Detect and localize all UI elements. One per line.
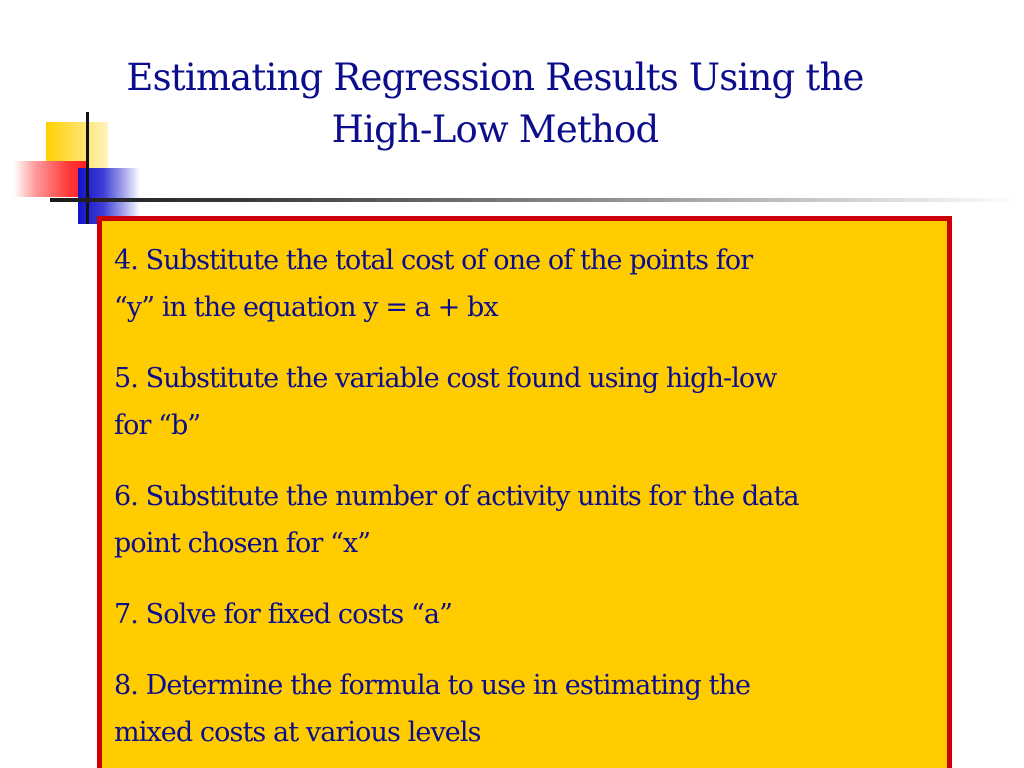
step-6-line-2: point chosen for “x” — [114, 528, 371, 559]
steps-box — [97, 216, 952, 768]
step-4-line-1: 4. Substitute the total cost of one of the points for — [114, 245, 753, 276]
step-5-line-1: 5. Substitute the variable cost found using high-low — [114, 363, 777, 394]
title-line-2: High-Low Method — [331, 108, 659, 151]
slide-title — [60, 52, 930, 156]
step-6 — [114, 473, 935, 567]
step-7-line-1: 7. Solve for fixed costs “a” — [114, 599, 453, 630]
step-8-line-1: 8. Determine the formula to use in estimating the — [114, 670, 751, 701]
step-4-line-2: “y” in the equation y = a + bx — [114, 292, 498, 323]
step-5 — [114, 355, 935, 449]
step-4 — [114, 237, 935, 331]
decor-horizontal-rule — [50, 198, 1020, 202]
step-6-line-1: 6. Substitute the number of activity units for the data — [114, 481, 799, 512]
step-5-line-2: for “b” — [114, 410, 201, 441]
decor-red-bar — [14, 161, 86, 197]
step-8-line-2: mixed costs at various levels — [114, 717, 481, 748]
step-7 — [114, 591, 935, 638]
step-8 — [114, 662, 935, 756]
title-line-1: Estimating Regression Results Using the — [126, 56, 864, 99]
